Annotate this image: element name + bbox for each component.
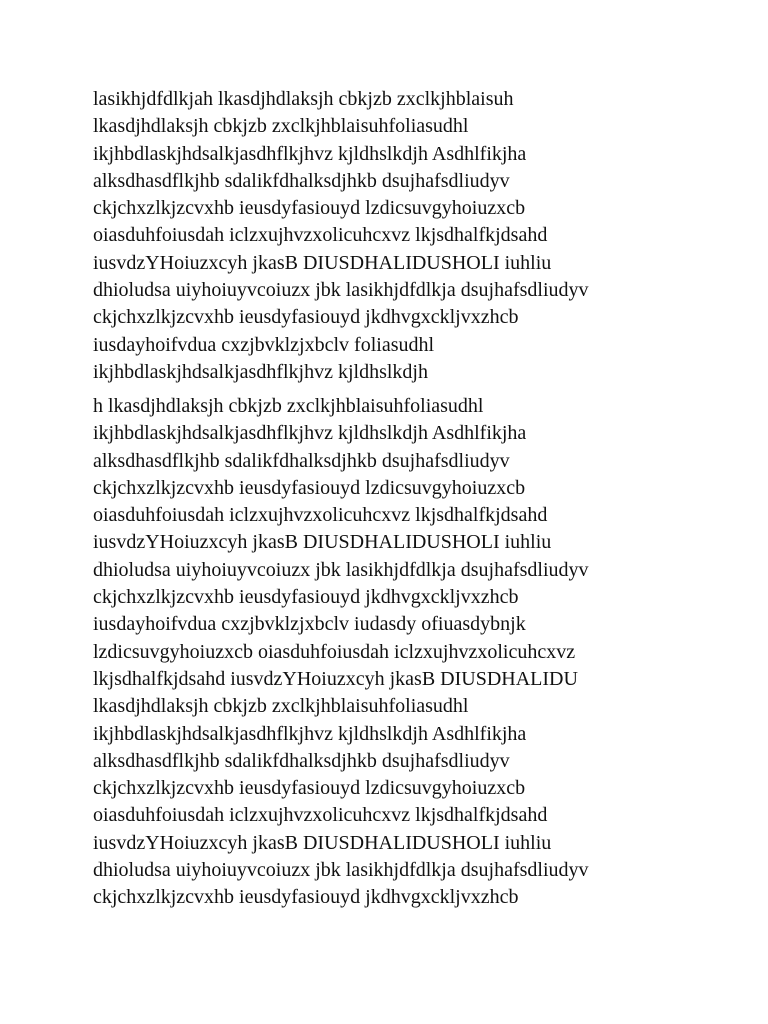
text-line: ckjchxzlkjzcvxhb ieusdyfasiouyd lzdicsuvgyhoiuzxcb	[93, 197, 526, 220]
text-line: lkjsdhalfkjdsahd iusvdzYHoiuzxcyh jkasB DIUSDHALIDU	[93, 667, 578, 690]
text-line: iusvdzYHoiuzxcyh jkasB DIUSDHALIDUSHOLI iuhliu	[93, 251, 552, 274]
text-line: oiasduhfoiusdah iclzxujhvzxolicuhcxvz lkjsdhalfkjdsahd	[93, 504, 548, 527]
text-line: alksdhasdflkjhb sdalikfdhalksdjhkb dsujhafsdliudyv	[93, 749, 510, 772]
text-line: oiasduhfoiusdah iclzxujhvzxolicuhcxvz lkjsdhalfkjdsahd	[93, 804, 548, 827]
text-line: ikjhbdlaskjhdsalkjasdhflkjhvz kjldhslkdjh	[93, 360, 428, 383]
text-line: alksdhasdflkjhb sdalikfdhalksdjhkb dsujhafsdliudyv	[93, 169, 510, 192]
text-line: lkasdjhdlaksjh cbkjzb zxclkjhblaisuhfoliasudhl	[93, 695, 469, 718]
paragraph-1	[93, 86, 733, 386]
text-line: dhioludsa uiyhoiuyvcoiuzx jbk lasikhjdfdlkja dsujhafsdliudyv	[93, 279, 589, 302]
text-line: iusvdzYHoiuzxcyh jkasB DIUSDHALIDUSHOLI iuhliu	[93, 531, 552, 554]
text-line: lzdicsuvgyhoiuzxcb oiasduhfoiusdah iclzxujhvzxolicuhcxvz	[93, 640, 576, 663]
text-line: oiasduhfoiusdah iclzxujhvzxolicuhcxvz lkjsdhalfkjdsahd	[93, 224, 548, 247]
text-line: ckjchxzlkjzcvxhb ieusdyfasiouyd lzdicsuvgyhoiuzxcb	[93, 476, 526, 499]
text-line: ckjchxzlkjzcvxhb ieusdyfasiouyd lzdicsuvgyhoiuzxcb	[93, 777, 526, 800]
paragraph-2	[93, 393, 733, 912]
text-line: h lkasdjhdlaksjh cbkjzb zxclkjhblaisuhfoliasudhl	[93, 395, 484, 417]
text-line: dhioludsa uiyhoiuyvcoiuzx jbk lasikhjdfdlkja dsujhafsdliudyv	[93, 859, 589, 882]
text-line: iusdayhoifvdua cxzjbvklzjxbclv iudasdy ofiuasdybnjk	[93, 613, 526, 636]
text-line: iusvdzYHoiuzxcyh jkasB DIUSDHALIDUSHOLI iuhliu	[93, 831, 552, 854]
text-line: ikjhbdlaskjhdsalkjasdhflkjhvz kjldhslkdjh Asdhlfikjha	[93, 422, 527, 445]
text-line: ckjchxzlkjzcvxhb ieusdyfasiouyd jkdhvgxckljvxzhcb	[93, 586, 519, 609]
text-line: dhioludsa uiyhoiuyvcoiuzx jbk lasikhjdfdlkja dsujhafsdliudyv	[93, 558, 589, 581]
text-line: lasikhjdfdlkjah lkasdjhdlaksjh cbkjzb zxclkjhblaisuh	[93, 88, 514, 110]
text-line: ikjhbdlaskjhdsalkjasdhflkjhvz kjldhslkdjh Asdhlfikjha	[93, 142, 527, 165]
text-line: alksdhasdflkjhb sdalikfdhalksdjhkb dsujhafsdliudyv	[93, 449, 510, 472]
text-line: ckjchxzlkjzcvxhb ieusdyfasiouyd jkdhvgxckljvxzhcb	[93, 886, 519, 909]
text-line: lkasdjhdlaksjh cbkjzb zxclkjhblaisuhfoliasudhl	[93, 115, 469, 138]
text-line: iusdayhoifvdua cxzjbvklzjxbclv foliasudhl	[93, 333, 435, 356]
text-line: ckjchxzlkjzcvxhb ieusdyfasiouyd jkdhvgxckljvxzhcb	[93, 306, 519, 329]
text-line: ikjhbdlaskjhdsalkjasdhflkjhvz kjldhslkdjh Asdhlfikjha	[93, 722, 527, 745]
